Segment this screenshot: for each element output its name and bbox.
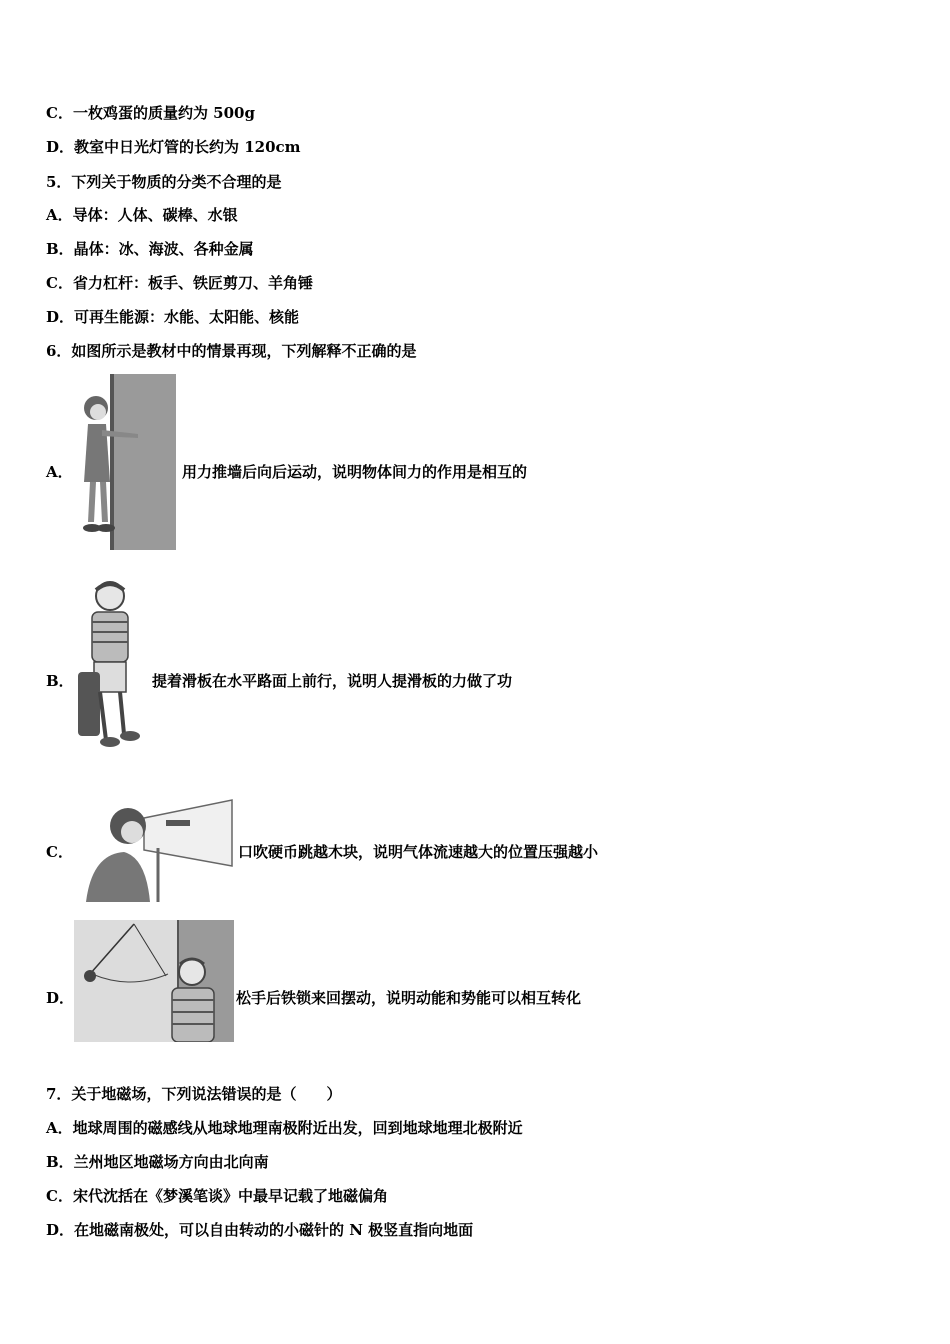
q6-option-c-text: 口吹硬币跳越木块，说明气体流速越大的位置压强越小: [238, 843, 599, 861]
pushing-wall-illustration: [76, 372, 178, 550]
q6-option-a-label: A．: [46, 463, 73, 481]
q5-option-c: C．省力杠杆：板手、铁匠剪刀、羊角锤: [46, 274, 313, 292]
carrying-skateboard-illustration: [72, 578, 150, 752]
q6-option-d-text: 松手后铁锁来回摆动，说明动能和势能可以相互转化: [236, 989, 582, 1007]
q5-option-d: D．可再生能源：水能、太阳能、核能: [46, 308, 300, 326]
q4-option-d: D．教室中日光灯管的长约为 120cm: [46, 138, 301, 156]
q7-option-a: A．地球周围的磁感线从地球地理南极附近出发，回到地球地理北极附近: [46, 1119, 523, 1137]
q5-option-a: A．导体：人体、碳棒、水银: [46, 206, 238, 224]
q7-option-b: B．兰州地区地磁场方向由北向南: [46, 1153, 269, 1171]
q7-stem: 7．关于地磁场，下列说法错误的是（ ）: [46, 1085, 342, 1103]
q7-option-d: D．在地磁南极处，可以自由转动的小磁针的 N 极竖直指向地面: [46, 1221, 474, 1239]
q6-option-d-label: D．: [46, 989, 75, 1007]
swinging-lock-illustration: [74, 920, 234, 1042]
q6-stem: 6．如图所示是教材中的情景再现，下列解释不正确的是: [46, 342, 417, 360]
q6-option-a-text: 用力推墙后向后运动，说明物体间力的作用是相互的: [182, 463, 528, 481]
q5-stem: 5．下列关于物质的分类不合理的是: [46, 173, 282, 191]
blowing-coin-illustration: [84, 798, 234, 902]
q6-option-c-label: C．: [46, 843, 73, 861]
q6-option-b-label: B．: [46, 672, 74, 690]
q6-option-b-text: 提着滑板在水平路面上前行，说明人提滑板的力做了功: [152, 672, 513, 690]
q4-option-c: C．一枚鸡蛋的质量约为 500g: [46, 104, 255, 122]
q5-option-b: B．晶体：冰、海波、各种金属: [46, 240, 254, 258]
q7-option-c: C．宋代沈括在《梦溪笔谈》中最早记载了地磁偏角: [46, 1187, 388, 1205]
